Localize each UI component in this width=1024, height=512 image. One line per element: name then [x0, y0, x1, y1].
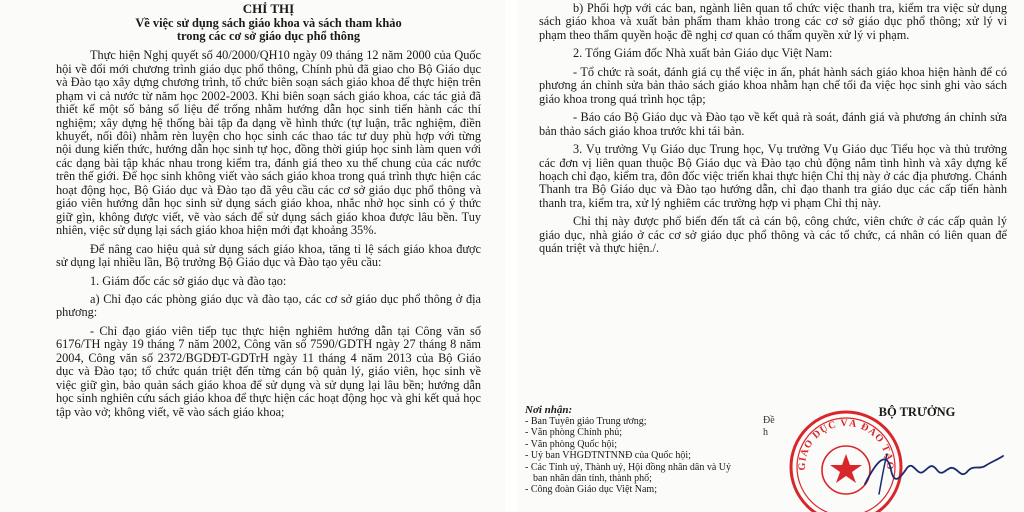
handwritten-signature-icon	[857, 440, 1007, 500]
recipient-item: - Ban Tuyên giáo Trung ương;	[525, 416, 647, 427]
document-subtitle-line-2: trong các cơ sở giáo dục phổ thông	[176, 28, 361, 43]
left-page	[0, 0, 505, 512]
text-fragment: Đề	[763, 415, 775, 426]
page-gutter	[505, 0, 517, 512]
section-1-heading: 1. Giám đốc các sở giáo dục và đào tạo:	[90, 273, 287, 288]
seal-text: GIÁO DỤC VÀ ĐÀO TẠO	[796, 417, 896, 471]
left-column	[56, 2, 481, 419]
recipient-item: - Uỷ ban VHGDTNTNNĐ của Quốc hội;	[525, 450, 691, 462]
right-page	[517, 0, 1024, 512]
section-1b-paragraph: b) Phối hợp với các ban, ngành liên quan tổ chức việc thanh tra, kiểm tra việc sử dụng sách giáo khoa và xuất bản phẩm tham khảo trong các cơ sở giáo dục phổ thông; xử lý vi phạm theo thẩm quyền hoặc đề nghị cơ quan có thẩm quyền xử lý vi phạm.	[539, 1, 1007, 42]
right-column	[539, 2, 1007, 256]
request-paragraph: Để nâng cao hiệu quả sử dụng sách giáo khoa, tăng tỉ lệ sách giáo khoa được sử dụng lại nhiều lần, Bộ trưởng Bộ Giáo dục và Đào tạo yêu cầu:	[56, 241, 481, 270]
document-subtitle-line-1: Về việc sử dụng sách giáo khoa và sách tham khảo	[135, 15, 402, 30]
recipient-item: - Các Tỉnh uỷ, Thành uỷ, Hội đồng nhân dân và Uỷ	[525, 461, 731, 473]
section-2-heading: 2. Tổng Giám đốc Nhà xuất bản Giáo dục Việt Nam:	[573, 46, 833, 61]
recipient-item: - Văn phòng Quốc hội;	[525, 438, 618, 450]
section-2-bullet-2: - Báo cáo Bộ Giáo dục và Đào tạo về kết quả rà soát, đánh giá và phương án chỉnh sửa bản thảo sách giáo khoa trước khi tái bản.	[539, 110, 1007, 138]
recipient-item: - Công đoàn Giáo dục Việt Nam;	[525, 484, 657, 496]
section-1a-bullet-paragraph: - Chỉ đạo giáo viên tiếp tục thực hiện nghiêm hướng dẫn tại Công văn số 6176/TH ngày 19 tháng 7 năm 2002, Công văn số 7590/GDTH ngày 27 tháng 8 năm 2004, Công văn số 2372/BGDĐT-GDTrH ngày 11 tháng 4 năm 2013 của Bộ Giáo dục và Đào tạo; tổ chức quán triệt đến từng cán bộ quản lý, giáo viên, học sinh về việc giữ gìn, bảo quản sách giáo khoa để sử dụng và sử dụng lại lâu bền; hướng dẫn học sinh nghiên cứu sách giáo khoa để thực hiện các hoạt động học và ghi kết quả học tập vào vở; không viết, vẽ vào sách giáo khoa;	[56, 323, 481, 419]
document-title: CHỈ THỊ	[242, 1, 295, 16]
section-3-paragraph: 3. Vụ trưởng Vụ Giáo dục Trung học, Vụ trưởng Vụ Giáo dục Tiểu học và thủ trưởng các đơn vị liên quan thuộc Bộ Giáo dục và Đào tạo chủ động nắm tình hình và xây dựng kế hoạch chỉ đạo, kiểm tra, đôn đốc việc triển khai thực hiện Chỉ thị này ở các địa phương. Chánh Thanh tra Bộ Giáo dục và Đào tạo hướng dẫn, chỉ đạo thanh tra giáo dục các cấp tiến hành thanh tra, kiểm tra, xử lý nghiêm các trường hợp vi phạm Chỉ thị này.	[539, 142, 1007, 210]
recipient-item: - Văn phòng Chính phủ;	[525, 427, 623, 439]
minister-title: BỘ TRƯỞNG	[878, 405, 956, 419]
section-2-bullet-1: - Tổ chức rà soát, đánh giá cụ thể việc in ấn, phát hành sách giáo khoa hiện hành để có phương án chỉnh sửa bản thảo sách giáo khoa nhằm hạn chế tối đa việc học sinh ghi vào sách giáo khoa trong quá trình học tập;	[539, 64, 1007, 106]
recipients-title: Nơi nhận:	[525, 404, 573, 416]
intro-paragraph: Thực hiện Nghị quyết số 40/2000/QH10 ngày 09 tháng 12 năm 2000 của Quốc hội về đổi mới chương trình giáo dục phổ thông, Chính phủ đã giao cho Bộ Giáo dục và Đào tạo xây dựng chương trình, tổ chức biên soạn sách giáo khoa để thực hiện trên phạm vi cả nước từ năm học 2002-2003. Khi biên soạn sách giáo khoa, các tác giả đã thiết kế một số bảng số liệu để trống nhằm hướng dẫn học sinh tiến hành các thí nghiệm; xây dựng hệ thống bài tập đa dạng về hình thức (tự luận, trắc nghiệm, điền khuyết, nối đôi) nhằm rèn luyện cho học sinh các thao tác tư duy phù hợp với từng nội dung kiến thức, hướng dẫn học sinh tự học, đồng thời giúp học sinh làm quen với các dạng bài tập khác nhau trong kiểm tra, đánh giá theo xu thế chung của các nước trên thế giới. Để học sinh không viết vào sách giáo khoa trong quá trình thực hiện các hoạt động học, Bộ Giáo dục và Đào tạo đã yêu cầu các cơ sở giáo dục phổ thông và giáo viên hướng dẫn học sinh sử dụng sách giáo khoa, nhắc nhở học sinh có ý thức giữ gìn, không được viết, vẽ vào sách để sử dụng sách giáo khoa được lâu bền. Tuy nhiên, việc sử dụng lại sách giáo khoa hiện mới đạt khoảng 35%.	[56, 48, 481, 238]
recipient-item: ban nhân dân tỉnh, thành phố;	[533, 473, 652, 485]
closing-paragraph: Chỉ thị này được phổ biến đến tất cả cán bộ, công chức, viên chức ở các cấp quản lý giáo dục, nhà giáo ở các cơ sở giáo dục phổ thông và các tổ chức, cá nhân có liên quan để quán triệt và thực hiện./.	[539, 214, 1007, 256]
text-fragment: h	[763, 427, 768, 438]
section-1a-paragraph: a) Chỉ đạo các phòng giáo dục và đào tạo, các cơ sở giáo dục phổ thông ở địa phương:	[56, 292, 481, 320]
recipients-block	[525, 404, 795, 496]
